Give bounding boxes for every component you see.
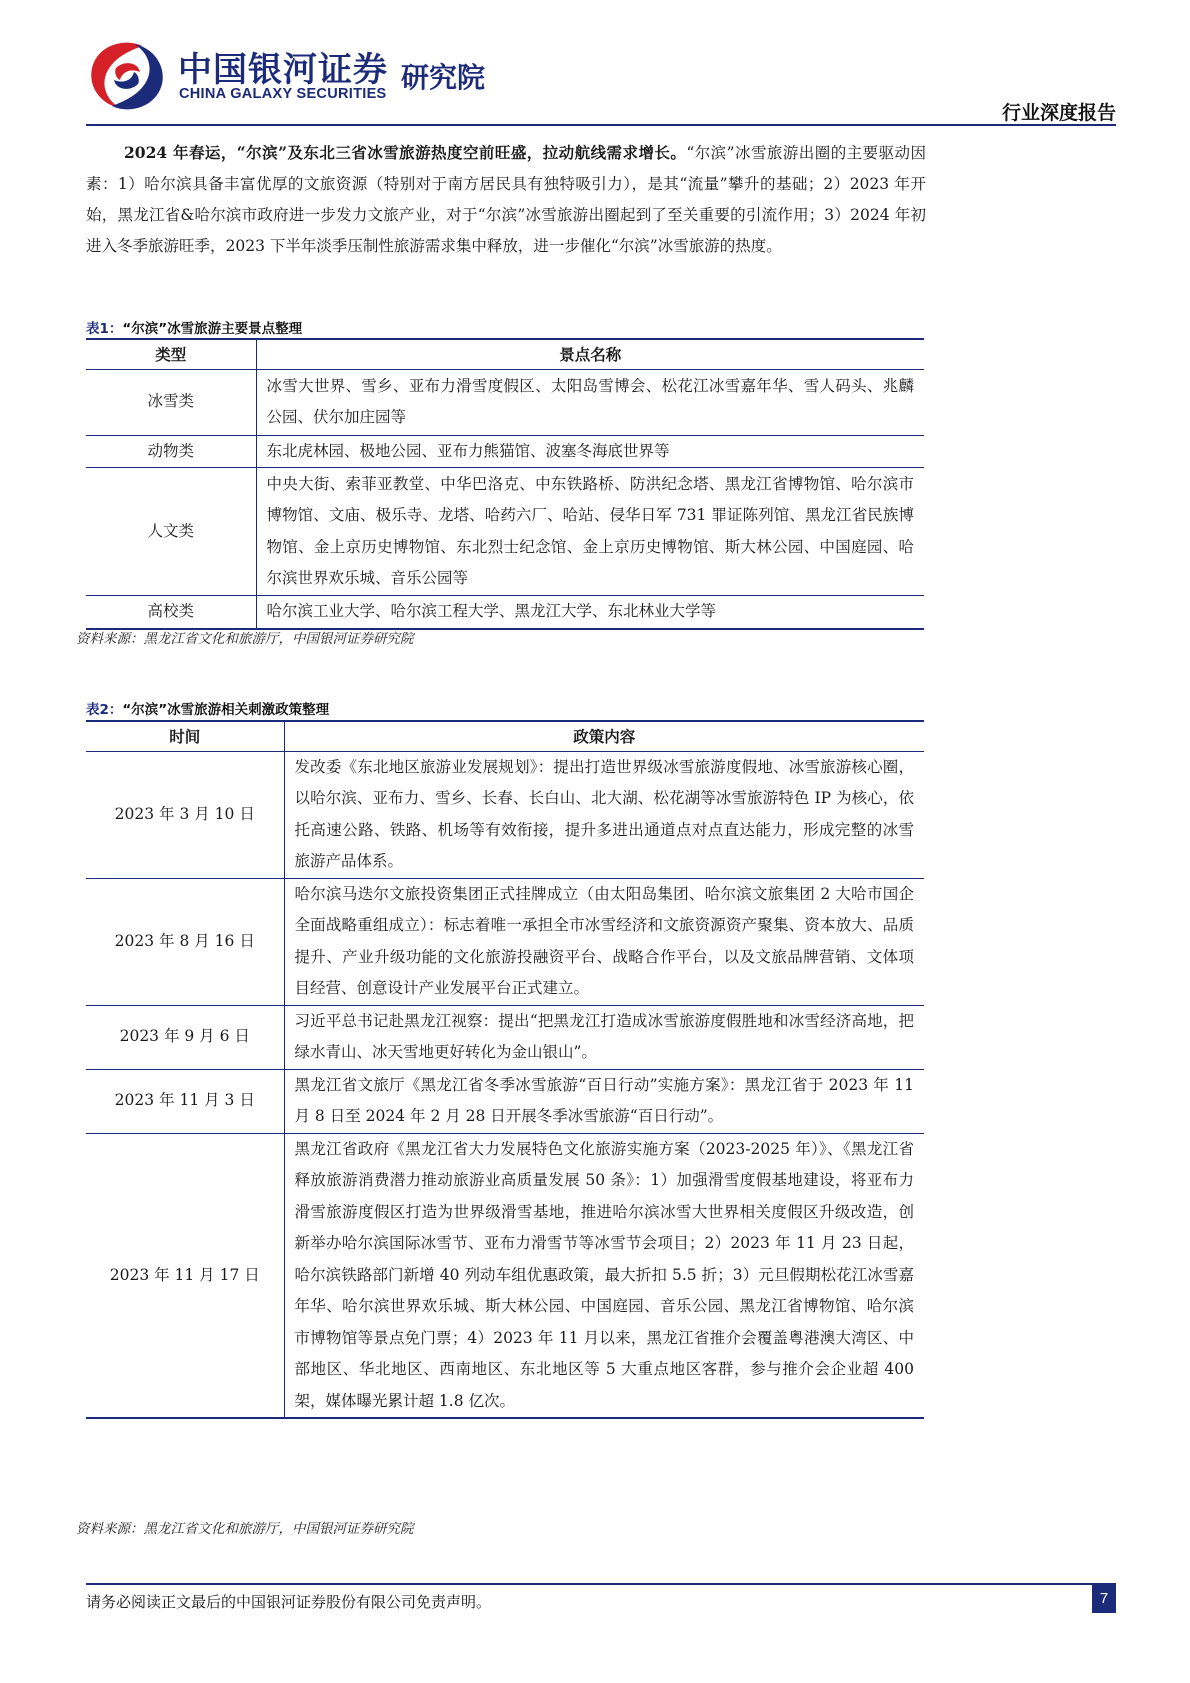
- intro-lead: 2024 年春运，“尔滨”及东北三省冰雪旅游热度空前旺盛，拉动航线需求增长。: [124, 143, 687, 162]
- table1-title: 表1：“尔滨”冰雪旅游主要景点整理: [86, 321, 303, 337]
- table2: [86, 720, 924, 1419]
- footer-divider: [86, 1583, 1116, 1585]
- table-row: [86, 1005, 924, 1069]
- table2-content-cell: 发改委《东北地区旅游业发展规划》：提出打造世界级冰雪旅游度假地、冰雪旅游核心圈，以哈尔滨、亚布力、雪乡、长春、长白山、北大湖、松花湖等冰雪旅游特色 IP 为核心，依托高速公路、铁路、机场等有效衔接，提升多进出通道点对点直达能力，形成完整的冰雪旅游产品体系。: [284, 751, 924, 878]
- table2-date-cell: 2023 年 11 月 17 日: [86, 1133, 284, 1418]
- table1-type-cell: 动物类: [86, 435, 256, 468]
- disclaimer-note: 请务必阅读正文最后的中国银河证券股份有限公司免责声明。: [86, 1593, 492, 1611]
- table2-content-cell: 哈尔滨马迭尔文旅投资集团正式挂牌成立（由太阳岛集团、哈尔滨文旅集团 2 大哈市国企全面战略重组成立）：标志着唯一承担全市冰雪经济和文旅资源资产聚集、资本放大、品质提升、产业升级功能的文化旅游投融资平台、战略合作平台，以及文旅品牌营销、文体项目经营、创意设计产业发展平台正式建立。: [284, 878, 924, 1005]
- table-row: [86, 369, 924, 435]
- table2-header-policy: 政策内容: [284, 721, 924, 751]
- page-number: 7: [1092, 1585, 1116, 1613]
- intro-paragraph: [86, 137, 926, 262]
- table-row: [86, 1069, 924, 1133]
- table1-header-attractions: 景点名称: [256, 339, 924, 369]
- table-header-row: [86, 339, 924, 369]
- company-name-cn: 中国银河证券: [178, 50, 388, 90]
- intro-body: “尔滨”冰雪旅游出圈的主要驱动因素：1）哈尔滨具备丰富优厚的文旅资源（特别对于南方居民具有独特吸引力），是其“流量”攀升的基础；2）2023 年开始，黑龙江省&哈尔滨市政府进一步发力文旅产业，对于“尔滨”冰雪旅游出圈起到了至关重要的引流作用；3）2024 年初进入冬季旅游旺季，2023 下半年淡季压制性旅游需求集中释放，进一步催化“尔滨”冰雪旅游的热度。: [86, 144, 926, 255]
- table2-header-date: 时间: [86, 721, 284, 751]
- table1-content-cell: 东北虎林园、极地公园、亚布力熊猫馆、波塞冬海底世界等: [256, 435, 924, 468]
- table1-type-cell: 冰雪类: [86, 369, 256, 435]
- table2-date-cell: 2023 年 11 月 3 日: [86, 1069, 284, 1133]
- table1-content-cell: 中央大街、索菲亚教堂、中华巴洛克、中东铁路桥、防洪纪念塔、黑龙江省博物馆、哈尔滨市博物馆、文庙、极乐寺、龙塔、哈药六厂、哈站、侵华日军 731 罪证陈列馆、黑龙江省民族博物馆、金上京历史博物馆、东北烈士纪念馆、金上京历史博物馆、斯大林公园、中国庭园、哈尔滨世界欢乐城、音乐公园等: [256, 468, 924, 596]
- table2-source: 资料来源：黑龙江省文化和旅游厅，中国银河证券研究院: [76, 1521, 414, 1537]
- table1-header-type: 类型: [86, 339, 256, 369]
- institute-name: 研究院: [401, 61, 486, 94]
- table1: [86, 338, 924, 630]
- page-header: [86, 38, 1116, 130]
- table1-content-cell: 哈尔滨工业大学、哈尔滨工程大学、黑龙江大学、东北林业大学等: [256, 596, 924, 629]
- table1-type-cell: 高校类: [86, 596, 256, 629]
- table2-content-cell: 黑龙江省文旅厅《黑龙江省冬季冰雪旅游“百日行动”实施方案》：黑龙江省于 2023 年 11 月 8 日至 2024 年 2 月 28 日开展冬季冰雪旅游“百日行动”。: [284, 1069, 924, 1133]
- table-row: [86, 468, 924, 596]
- table-row: [86, 878, 924, 1005]
- table2-date-cell: 2023 年 3 月 10 日: [86, 751, 284, 878]
- table-row: [86, 1133, 924, 1418]
- table2-date-cell: 2023 年 9 月 6 日: [86, 1005, 284, 1069]
- table2-date-cell: 2023 年 8 月 16 日: [86, 878, 284, 1005]
- table1-source: 资料来源：黑龙江省文化和旅游厅，中国银河证券研究院: [76, 631, 414, 647]
- table1-type-cell: 人文类: [86, 468, 256, 596]
- table2-content-cell: 黑龙江省政府《黑龙江省大力发展特色文化旅游实施方案（2023-2025 年）》、《黑龙江省释放旅游消费潜力推动旅游业高质量发展 50 条》：1）加强滑雪度假基地建设，将亚布力滑雪旅游度假区打造为世界级滑雪基地，推进哈尔滨冰雪大世界相关度假区升级改造，创新举办哈尔滨国际冰雪节、亚布力滑雪节等冰雪节会项目；2）2023 年 11 月 23 日起，哈尔滨铁路部门新增 40 列动车组优惠政策，最大折扣 5.5 折；3）元旦假期松花江冰雪嘉年华、哈尔滨世界欢乐城、斯大林公园、中国庭园、音乐公园、黑龙江省博物馆、哈尔滨市博物馆等景点免门票；4）2023 年 11 月以来，黑龙江省推介会覆盖粤港澳大湾区、中部地区、华北地区、西南地区、东北地区等 5 大重点地区客群，参与推介会企业超 400 架，媒体曝光累计超 1.8 亿次。: [284, 1133, 924, 1418]
- table-row: [86, 596, 924, 629]
- header-divider: [86, 124, 1116, 126]
- report-type: 行业深度报告: [1001, 102, 1116, 124]
- table1-content-cell: 冰雪大世界、雪乡、亚布力滑雪度假区、太阳岛雪博会、松花江冰雪嘉年华、雪人码头、兆麟公园、伏尔加庄园等: [256, 369, 924, 435]
- galaxy-logo-icon: [86, 38, 168, 114]
- table-row: [86, 751, 924, 878]
- table2-content-cell: 习近平总书记赴黑龙江视察：提出“把黑龙江打造成冰雪旅游度假胜地和冰雪经济高地，把绿水青山、冰天雪地更好转化为金山银山”。: [284, 1005, 924, 1069]
- table2-title: 表2：“尔滨”冰雪旅游相关刺激政策整理: [86, 702, 330, 718]
- table-row: [86, 435, 924, 468]
- table-header-row: [86, 721, 924, 751]
- company-name-en: CHINA GALAXY SECURITIES: [179, 86, 387, 102]
